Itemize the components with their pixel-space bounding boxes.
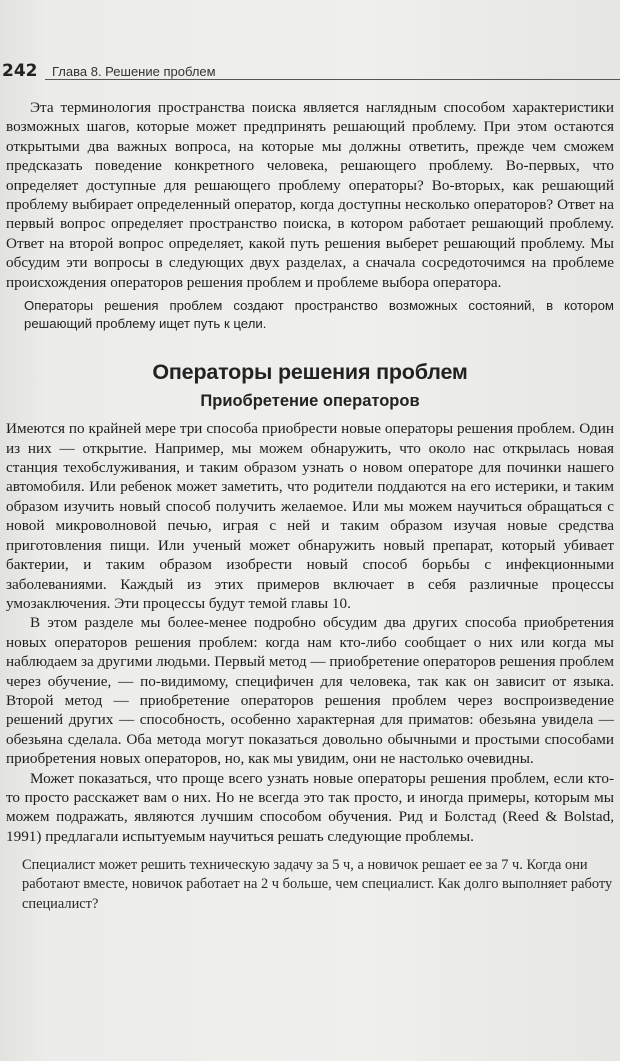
section-heading: Операторы решения проблем [152, 360, 468, 385]
body-paragraph: В этом разделе мы более-менее подробно обсудим два других способа приобретения новых операторов решения проблем: когда нам кто-либо сообщает о них или когда мы наблюдаем за другими людьми. Первый метод — приобретение операторов решения проблем через обучение, — по-видимому, специфичен для человека, так как он зависит от языка. Второй метод — приобретение операторов решения проблем через воспроизведение решений других — способность, особенно характерная для приматов: обезьяна увидела — обезьяна сделала. Оба метода могут показаться довольно обычными и простыми способами приобретения новых операторов, но, как мы увидим, они не настолько очевидны. [6, 614, 614, 768]
running-header [0, 58, 620, 84]
page-body [6, 98, 614, 914]
example-problem: Специалист может решить техническую задачу за 5 ч, а новичок решает ее за 7 ч. Когда они работают вместе, новичок работает на 2 ч больше, чем специалист. Как долго выполняет работу специалист? [22, 857, 613, 912]
chapter-title: Глава 8. Решение проблем [52, 64, 216, 79]
margin-summary: Операторы решения проблем создают пространство возможных состояний, в котором решающий проблему ищет путь к цели. [24, 298, 614, 331]
header-rule [45, 79, 620, 80]
body-paragraph: Может показаться, что проще всего узнать новые операторы решения проблем, если кто-то просто расскажет вам о них. Но не всегда это так просто, и иногда примеры, которым мы можем подражать, являются лучшим способом обучения. Рид и Болстад (Reed & Bolstad, 1991) предлагали испытуемым научиться решать следующие проблемы. [6, 769, 614, 845]
body-paragraph: Имеются по крайней мере три способа приобрести новые операторы решения проблем. Один из них — открытие. Например, мы можем обнаружить, что около нас открылась новая станция техобслуживания, и таким образом узнать о новом операторе для починки нашего автомобиля. Или ребенок может заметить, что родители поддаются на его истерики, и таким образом изучить новый способ получить желаемое. Или мы можем научиться обращаться с новой микроволновой печью, играя с ней и таким образом изучая новые средства приготовления пищи. Или ученый может обнаружить новый препарат, который убивает бактерии, и таким образом изобрести новый способ борьбы с инфекционными заболеваниями. Каждый из этих примеров включает в себя различные процессы умозаключения. Эти процессы будут темой главы 10. [6, 420, 614, 612]
page-number: 242 [2, 61, 38, 81]
subsection-heading: Приобретение операторов [200, 392, 420, 411]
intro-paragraph: Эта терминология пространства поиска является наглядным способом характеристики возможных шагов, которые может предпринять решающий проблему. При этом остаются открытыми два важных вопроса, на которые мы должны ответить, прежде чем сможем предсказать поведение конкретного человека, решающего проблему. Во-первых, что определяет доступные для решающего проблему операторы? Во-вторых, как решающий проблему выбирает определенный оператор, когда доступны несколько операторов? Ответ на первый вопрос определяет пространство поиска, в котором работает решающий проблему. Ответ на второй вопрос определяет, какой путь решения выберет решающий проблему. Мы обсудим эти вопросы в следующих двух разделах, а сначала сосредоточимся на проблеме происхождения операторов решения проблем и проблеме выбора оператора. [6, 99, 614, 291]
